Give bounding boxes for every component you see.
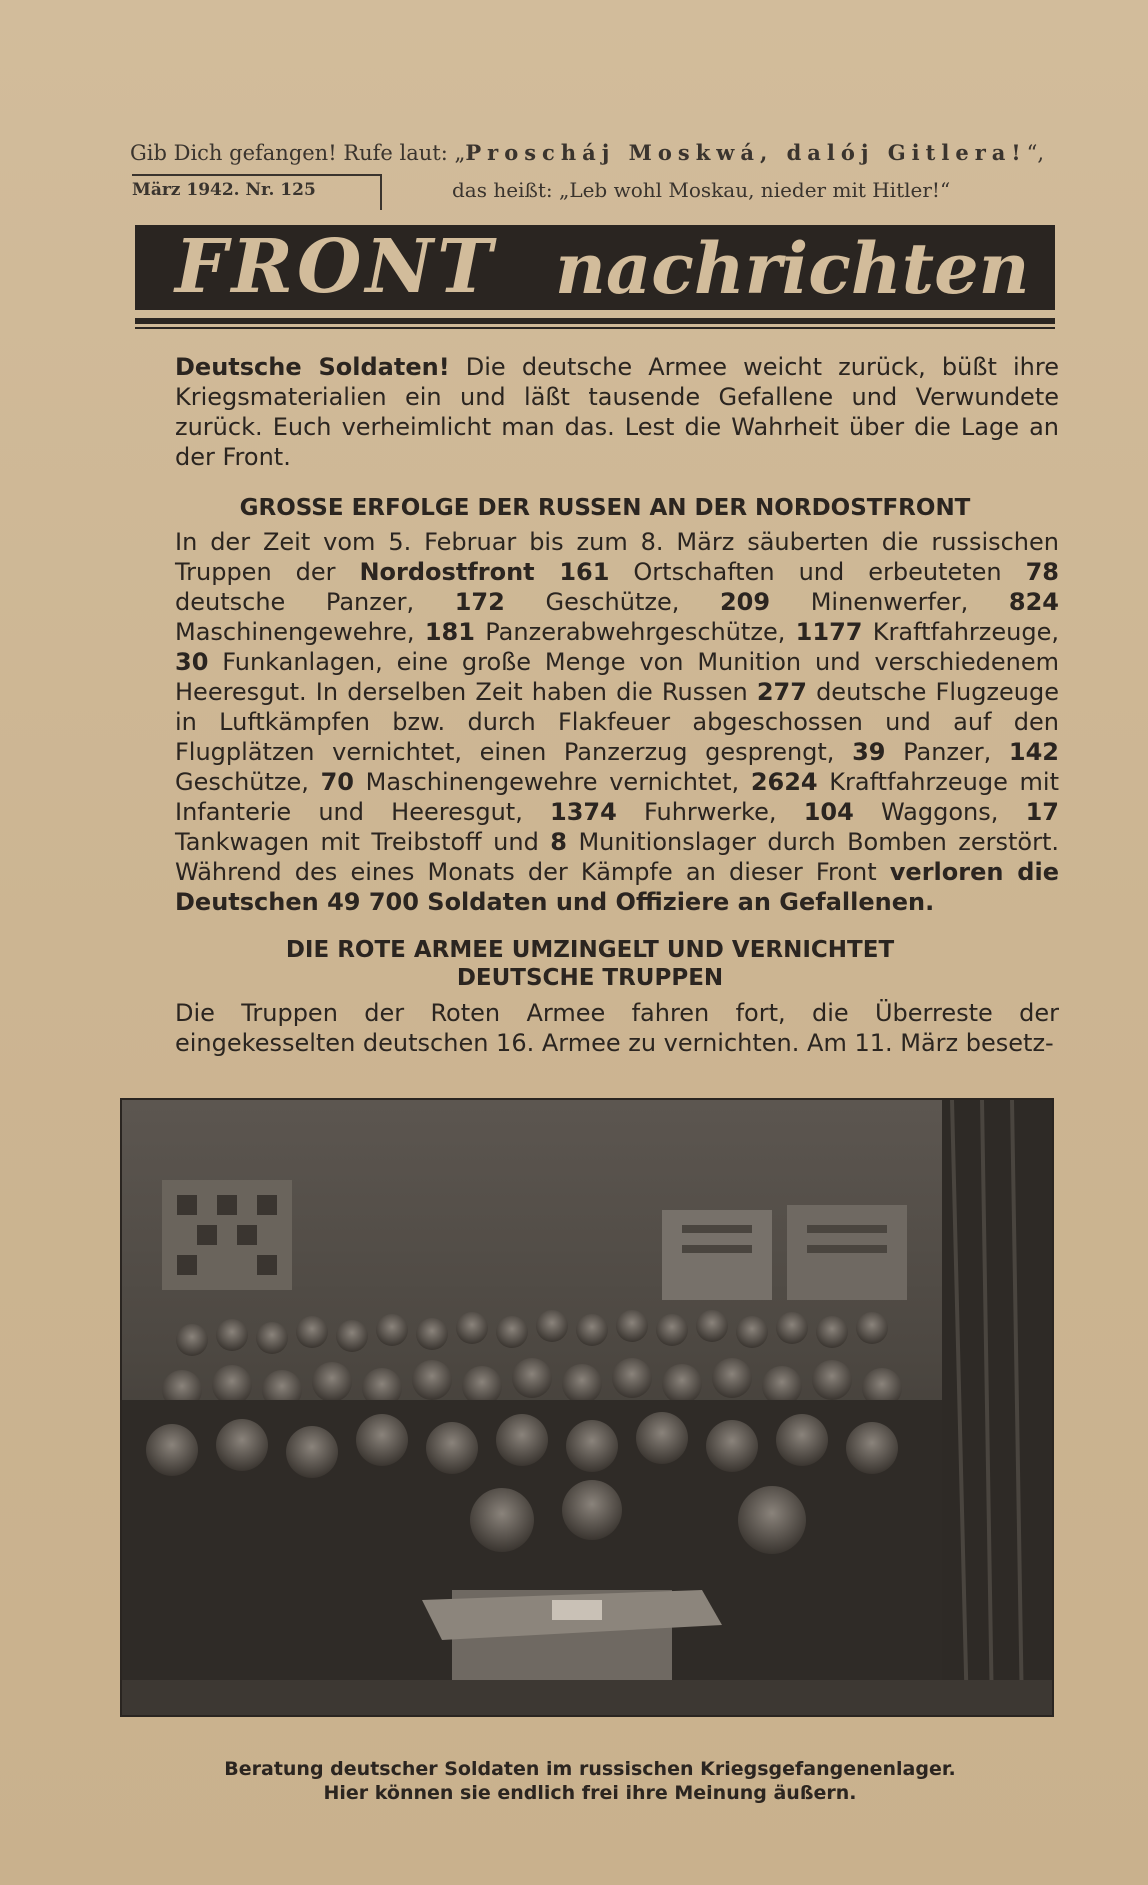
- s1-bold: 30: [175, 648, 209, 676]
- surrender-call-prefix: Gib Dich gefangen! Rufe laut: „: [130, 141, 466, 165]
- s1-text: deutsche Flugzeuge in Luftkämpfen bzw. durch Flakfeuer abgeschossen und auf den Flugplätzen vernichtet, einen Panzerzug gesprengt,: [175, 678, 1060, 766]
- s1-text: Panzerabwehrgeschütze,: [474, 618, 796, 646]
- s1-text: Minenwerfer,: [770, 588, 1009, 616]
- s1-text: Funkanlagen, eine große Menge von Munition und verschiedenem Heeresgut. In derselben Zeit haben die Russen: [175, 648, 1059, 706]
- s1-bold: 104: [803, 798, 854, 826]
- s1-bold: 70: [320, 768, 354, 796]
- s1-text: Maschinengewehre vernichtet,: [353, 768, 751, 796]
- s1-text: Maschinengewehre,: [175, 618, 425, 646]
- photo-floor: [122, 1680, 1052, 1715]
- intro-text: Die deutsche Armee weicht zurück, büßt ihre Kriegsmaterialien ein und läßt tausende Gefallene und Verwundete zurück. Euch verheimlicht man das. Lest die Wahrheit über die Lage an der Front.: [175, 353, 1059, 471]
- s1-bold: 8: [550, 828, 567, 856]
- s1-bold: 142: [1008, 738, 1059, 766]
- masthead-rule-thin: [135, 327, 1055, 329]
- issue-divider: [380, 176, 382, 210]
- wall-poster-center: [662, 1210, 772, 1300]
- s1-bold: 181: [424, 618, 475, 646]
- section1-heading: GROSSE ERFOLGE DER RUSSEN AN DER NORDOSTFRONT: [239, 495, 971, 521]
- s1-bold: 39: [852, 738, 886, 766]
- intro-lead: Deutsche Soldaten!: [175, 353, 450, 381]
- s1-text: Geschütze,: [175, 768, 321, 796]
- surrender-call-suffix: “,: [1026, 141, 1045, 165]
- s1-bold: 17: [1025, 798, 1059, 826]
- papers-on-table: [552, 1600, 602, 1620]
- pow-camp-photo: [120, 1098, 1054, 1717]
- surrender-call-russian: Proscháj Moskwá, dalój Gitlera!: [465, 140, 1027, 165]
- s1-text: Tankwagen mit Treibstoff und: [175, 828, 551, 856]
- translation-line: das heißt: „Leb wohl Moskau, nieder mit Hitler!“: [452, 178, 951, 202]
- s1-text: Panzer,: [885, 738, 1009, 766]
- s1-text: Waggons,: [853, 798, 1026, 826]
- s1-bold: 1374: [550, 798, 617, 826]
- s1-bold: 2624: [750, 768, 818, 796]
- s1-text: Kraftfahrzeuge mit Infanterie und Heeresgut,: [175, 768, 1059, 826]
- section1-paragraph: [175, 527, 1059, 917]
- s1-bold: 1177: [795, 618, 863, 646]
- photo-caption-line1: Beratung deutscher Soldaten im russischen Kriegsgefangenenlager.: [224, 1758, 956, 1780]
- pow-camp-photo-drawing: [122, 1100, 1052, 1715]
- issue-number: März 1942. Nr. 125: [132, 180, 316, 200]
- s1-bold: 172: [454, 588, 505, 616]
- s1-text: Kraftfahrzeuge,: [862, 618, 1059, 646]
- s1-bold: Nordostfront 161: [359, 558, 610, 586]
- s1-bold: 277: [756, 678, 807, 706]
- masthead-rule: [135, 318, 1055, 324]
- s1-bold: 209: [719, 588, 771, 616]
- s1-text: Fuhrwerke,: [616, 798, 804, 826]
- masthead-nachrichten: nachrichten: [555, 227, 1030, 310]
- intro-paragraph: [175, 352, 1059, 472]
- s1-text: Munitionslager durch Bomben zerstört. Während des eines Monats der Kämpfe an dieser Front: [175, 828, 1059, 886]
- section2-heading-line2: DEUTSCHE TRUPPEN: [456, 965, 724, 991]
- surrender-call-line: [130, 140, 1060, 165]
- photo-caption: [150, 1757, 1030, 1805]
- s1-bold: 824: [1008, 588, 1059, 616]
- s1-text: Geschütze,: [504, 588, 720, 616]
- section2-heading-line1: DIE ROTE ARMEE UMZINGELT UND VERNICHTET: [285, 937, 895, 963]
- s1-bold: 78: [1025, 558, 1059, 586]
- masthead: [135, 225, 1055, 310]
- photo-caption-line2: Hier können sie endlich frei ihre Meinung äußern.: [323, 1782, 857, 1804]
- section2-paragraph: Die Truppen der Roten Armee fahren fort, die Überreste der eingekesselten deutschen 16. Armee zu vernichten. Am 11. März besetz-: [175, 999, 1059, 1057]
- s1-bold: verloren die Deutschen 49 700 Soldaten und Offiziere an Gefallenen.: [175, 858, 1059, 916]
- s1-text: Ortschaften und erbeuteten: [609, 558, 1026, 586]
- s1-text: In der Zeit vom 5. Februar bis zum 8. März säuberten die russischen Truppen der: [175, 528, 1059, 586]
- masthead-front: FRONT: [175, 225, 497, 310]
- s1-text: deutsche Panzer,: [175, 588, 455, 616]
- section2-heading: [175, 936, 1005, 992]
- issue-rule: [132, 174, 382, 176]
